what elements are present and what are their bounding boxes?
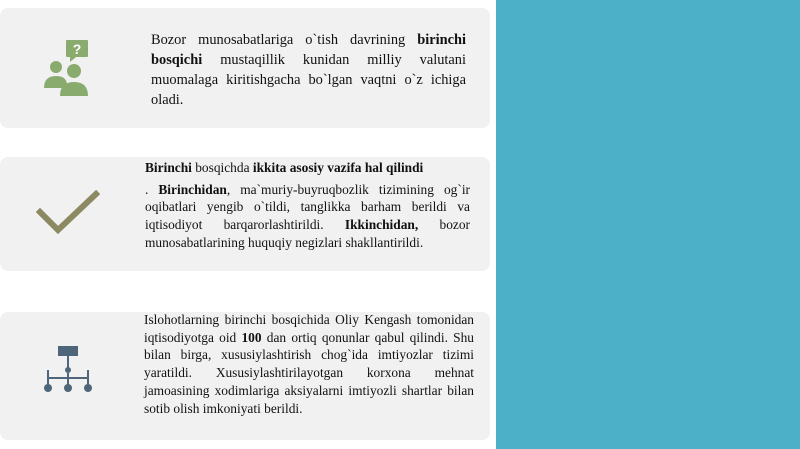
block3-text: Islohotlarning birinchi bosqichida Oliy Kengash tomonidan iqtisodiyotga oid 100 dan ortiq qonunlar qabul qilindi. Shu bilan birga, xususiylashtirish chog`ida imtiyozlar tizimi yaratildi. Xususiylashtirilayotgan korxona mehnat jamoasining xodimlariga aksiyalarni imtiyozli shartlar bilan sotib olish imkoniyati berildi.: [144, 312, 474, 416]
svg-text:?: ?: [72, 41, 82, 57]
people-question-icon: [42, 40, 94, 96]
checkmark-icon: [36, 190, 100, 238]
block2-lead-bold: ikkita asosiy vazifa hal qilindi: [252, 160, 424, 175]
block1-text: Bozor munosabatlariga o`tish davrining birinchi bosqichi mustaqillik kunidan milliy valutani muomalaga kiritishgacha bo`lgan vaqtni o`z ichiga oladi.: [151, 32, 466, 108]
block3-bold: 100: [241, 329, 262, 345]
decorative-side-panel: [496, 0, 800, 449]
block2-text: Birinchi bosqichda ikkita asosiy vazifa hal qilindi . Birinchidan, ma`muriy-buyruqbozlik tizimining og`ir oqibatlari yengib o`tildi, tanglikka barham berildi va iqtisodiyot barqarorlashtirildi. Ikkinchidan, bozor munosabatlarining huquqiy negizlari shakllantirildi.: [145, 160, 470, 250]
block1-bold: birinchi bosqichi: [151, 32, 466, 68]
org-chart-icon: [42, 346, 94, 394]
